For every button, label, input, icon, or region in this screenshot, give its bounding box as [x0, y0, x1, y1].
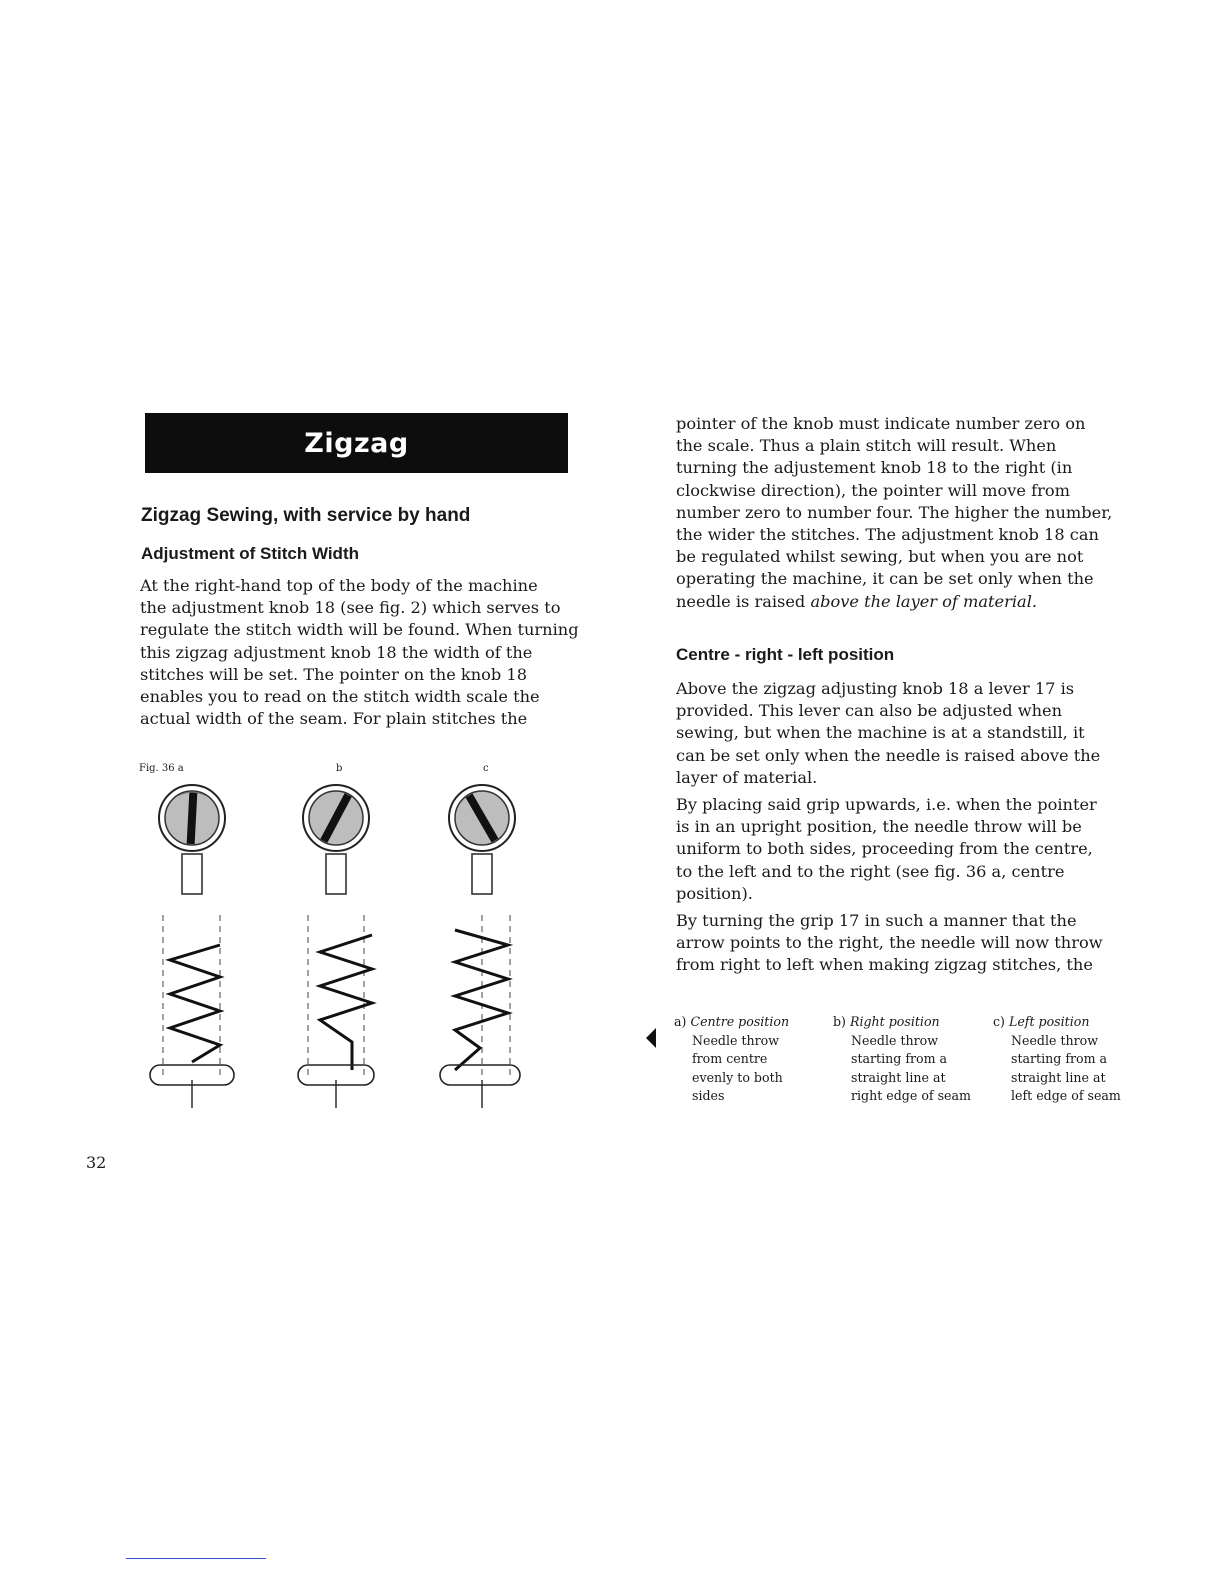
caption-line: left edge of seam — [1011, 1088, 1121, 1103]
caption-prefix: a) — [674, 1014, 691, 1029]
text-line: number zero to number four. The higher the number, — [676, 502, 1113, 522]
caption-line: Needle throw — [692, 1032, 780, 1048]
figure-label-a: Fig. 36 a — [139, 763, 184, 774]
caption-line: right edge of seam — [851, 1088, 971, 1103]
subheading-stitch-width: Adjustment of Stitch Width — [141, 544, 359, 563]
text-line: is in an upright position, the needle throw will be — [676, 817, 1082, 837]
text-line: clockwise direction), the pointer will move from — [676, 480, 1070, 500]
caption-line: Needle throw — [1011, 1032, 1099, 1048]
right-paragraph-3 — [676, 794, 1155, 905]
text-line: turning the adjustement knob 18 to the right (in — [676, 458, 1073, 478]
caption-line: Needle throw — [851, 1032, 939, 1048]
caption-line: evenly to both — [692, 1069, 783, 1085]
caption-line: starting from a — [1011, 1051, 1108, 1066]
caption-line: starting from a — [851, 1051, 948, 1066]
stitch-pattern-c — [440, 915, 520, 1108]
subheading-position: Centre - right - left position — [676, 645, 895, 664]
knob-a-icon — [159, 785, 225, 894]
text-line: actual width of the seam. For plain stitches the — [140, 709, 528, 729]
caption-a — [674, 1013, 789, 1106]
caption-line: from centre — [692, 1051, 768, 1066]
footer-divider — [126, 1558, 266, 1559]
text-line: By placing said grip upwards, i.e. when the pointer — [676, 795, 1097, 814]
page-number: 32 — [86, 1153, 107, 1172]
figure-label-b: b — [336, 763, 343, 774]
text-line: can be set only when the needle is raised above the — [676, 745, 1101, 765]
text-line: the adjustment knob 18 (see fig. 2) which serves to — [140, 598, 561, 618]
text-line: this zigzag adjustment knob 18 the width of the — [140, 642, 533, 662]
knob-c-icon — [449, 785, 515, 894]
text-line: stitches will be set. The pointer on the knob 18 — [140, 664, 528, 684]
text-run-italic: above the layer of material. — [810, 591, 1038, 611]
caption-line: straight line at — [1011, 1069, 1106, 1085]
text-line: the scale. Thus a plain stitch will result. When — [676, 436, 1057, 456]
caption-line: straight line at — [851, 1069, 946, 1085]
text-line: sewing, but when the machine is at a standstill, it — [676, 723, 1085, 743]
section-banner — [145, 413, 568, 473]
text-line: the wider the stitches. The adjustment knob 18 can — [676, 525, 1099, 545]
stitch-pattern-a — [150, 915, 234, 1108]
text-line: position). — [676, 883, 753, 903]
text-line: arrow points to the right, the needle will now throw — [676, 933, 1103, 953]
text-run: needle is raised — [676, 591, 811, 611]
text-line: By turning the grip 17 in such a manner that the — [676, 911, 1077, 930]
caption-title: Left position — [1008, 1014, 1090, 1029]
text-line: Above the zigzag adjusting knob 18 a lever 17 is — [676, 679, 1075, 698]
arrow-left-icon — [646, 1028, 656, 1048]
text-line: from right to left when making zigzag stitches, the — [676, 955, 1093, 975]
caption-title: Centre position — [690, 1014, 790, 1029]
caption-b — [833, 1013, 971, 1106]
text-line: At the right-hand top of the body of the machine — [140, 576, 538, 595]
text-line: to the left and to the right (see fig. 36 a, centre — [676, 861, 1065, 881]
caption-prefix: c) — [993, 1014, 1009, 1029]
zigzag-figure — [140, 780, 540, 1110]
text-line: provided. This lever can also be adjusted when — [676, 701, 1063, 721]
knob-b-icon — [303, 785, 369, 894]
left-paragraph — [140, 575, 621, 730]
right-paragraph-1 — [676, 413, 1155, 613]
text-line: operating the machine, it can be set only when the — [676, 569, 1094, 589]
caption-prefix: b) — [833, 1014, 850, 1029]
text-line: layer of material. — [676, 767, 818, 787]
text-line: regulate the stitch width will be found. When turning — [140, 620, 579, 640]
figure-label-c: c — [483, 763, 489, 774]
text-line-last — [676, 591, 1155, 613]
right-paragraph-4 — [676, 910, 1155, 977]
stitch-pattern-b — [298, 915, 374, 1108]
text-line: enables you to read on the stitch width scale the — [140, 687, 540, 707]
text-line: be regulated whilst sewing, but when you are not — [676, 547, 1084, 567]
text-line: pointer of the knob must indicate number zero on — [676, 414, 1086, 433]
caption-c — [993, 1013, 1121, 1106]
caption-line: sides — [692, 1088, 725, 1103]
caption-title: Right position — [849, 1014, 940, 1029]
page-heading: Zigzag Sewing, with service by hand — [141, 505, 471, 526]
right-paragraph-2 — [676, 678, 1155, 789]
section-title: Zigzag — [304, 427, 409, 459]
text-line: uniform to both sides, proceeding from the centre, — [676, 839, 1093, 859]
